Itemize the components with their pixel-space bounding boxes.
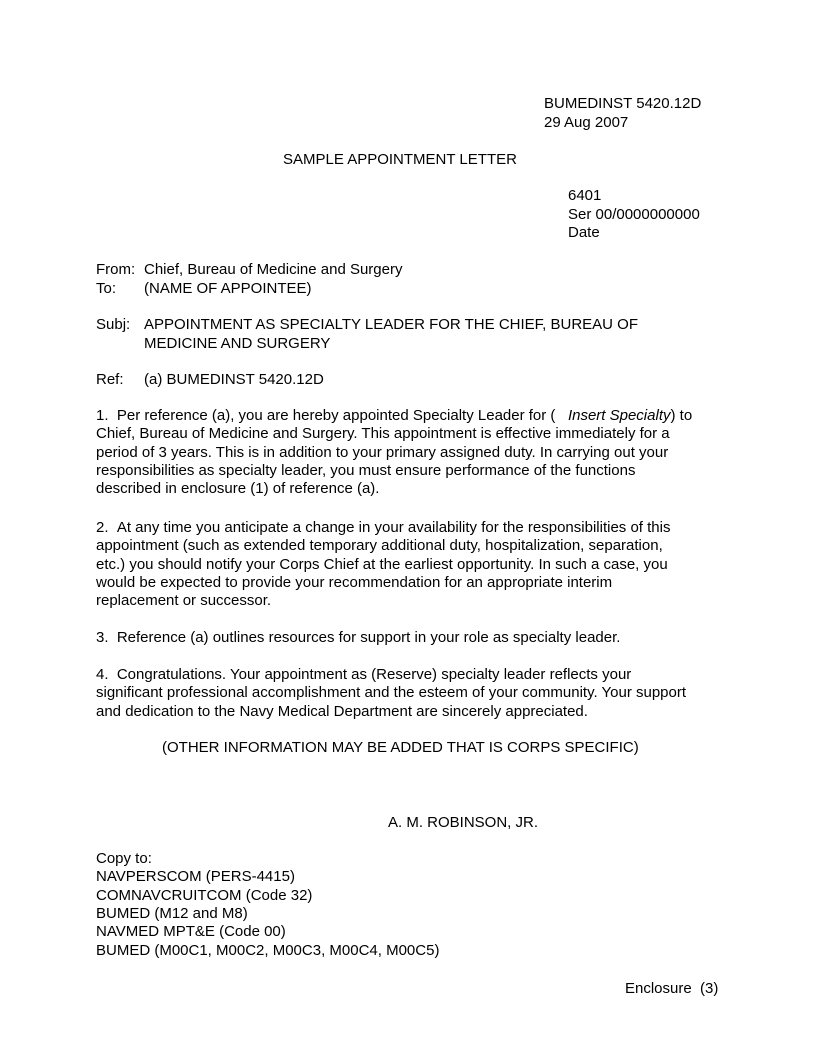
page-title: SAMPLE APPOINTMENT LETTER	[283, 151, 517, 168]
copy-to-label: Copy to:	[96, 850, 152, 867]
copy-to-item: COMNAVCRUITCOM (Code 32)	[96, 887, 313, 904]
paragraph-2-line-1: 2. At any time you anticipate a change in your availability for the responsibilities of this	[96, 519, 671, 536]
paragraph-1-line-4: responsibilities as specialty leader, you must ensure performance of the functions	[96, 461, 636, 479]
paragraph-1-text: 1. Per reference (a), you are hereby appointed Specialty Leader for (	[96, 407, 568, 424]
from-value: Chief, Bureau of Medicine and Surgery	[144, 261, 403, 278]
paragraph-1-line-5: described in enclosure (1) of reference (a).	[96, 480, 380, 498]
paragraph-3	[96, 629, 728, 647]
signature-block: A. M. ROBINSON, JR.	[388, 814, 539, 831]
paragraph-2-line-3: etc.) you should notify your Corps Chief at the earliest opportunity. In such a case, you	[96, 555, 668, 573]
paragraph-4-line-2: significant professional accomplishment and the esteem of your community. Your support	[96, 684, 687, 702]
paragraph-3-line-1: 3. Reference (a) outlines resources for support in your role as specialty leader.	[96, 629, 621, 646]
letter-date: Date	[568, 224, 600, 241]
subject-line-2: MEDICINE AND SURGERY	[144, 335, 331, 352]
enclosure-label: Enclosure (3)	[625, 980, 719, 997]
from-label: From:	[96, 261, 136, 278]
serial-number: Ser 00/0000000000	[568, 206, 700, 223]
paragraph-1-line-1	[96, 407, 728, 425]
reference-label: Ref:	[96, 371, 124, 388]
subject-line-1: APPOINTMENT AS SPECIALTY LEADER FOR THE CHIEF, BUREAU OF	[144, 316, 638, 333]
paragraph-2-line-4: would be expected to provide your recommendation for an appropriate interim	[96, 573, 613, 591]
paragraph-4	[96, 666, 728, 721]
paragraph-4-line-1: 4. Congratulations. Your appointment as (Reserve) specialty leader reflects your	[96, 666, 632, 683]
to-value: (NAME OF APPOINTEE)	[144, 280, 312, 297]
other-information-note: (OTHER INFORMATION MAY BE ADDED THAT IS CORPS SPECIFIC)	[162, 739, 639, 756]
paragraph-4-line-3: and dedication to the Navy Medical Department are sincerely appreciated.	[96, 702, 588, 720]
paragraph-2-line-2: appointment (such as extended temporary additional duty, hospitalization, separation,	[96, 537, 663, 555]
paragraph-2	[96, 519, 728, 610]
subject-label: Subj:	[96, 316, 131, 333]
paragraph-1-line-2: Chief, Bureau of Medicine and Surgery. This appointment is effective immediately for a	[96, 425, 670, 443]
ssic: 6401	[568, 187, 602, 204]
to-label: To:	[96, 280, 117, 297]
instruction-number: BUMEDINST 5420.12D	[544, 95, 702, 112]
copy-to-item: NAVPERSCOM (PERS-4415)	[96, 868, 295, 885]
copy-to-item: BUMED (M00C1, M00C2, M00C3, M00C4, M00C5)	[96, 942, 440, 959]
paragraph-1-line-3: period of 3 years. This is in addition to your primary assigned duty. In carrying out your	[96, 443, 669, 461]
instruction-date: 29 Aug 2007	[544, 114, 629, 131]
copy-to-item: NAVMED MPT&E (Code 00)	[96, 923, 286, 940]
paragraph-1-text-end: ) to	[670, 407, 693, 424]
paragraph-1	[96, 407, 728, 498]
copy-to-item: BUMED (M12 and M8)	[96, 905, 248, 922]
reference-value: (a) BUMEDINST 5420.12D	[144, 371, 324, 388]
paragraph-2-line-5: replacement or successor.	[96, 592, 272, 610]
insert-specialty-placeholder: Insert Specialty	[567, 407, 671, 424]
